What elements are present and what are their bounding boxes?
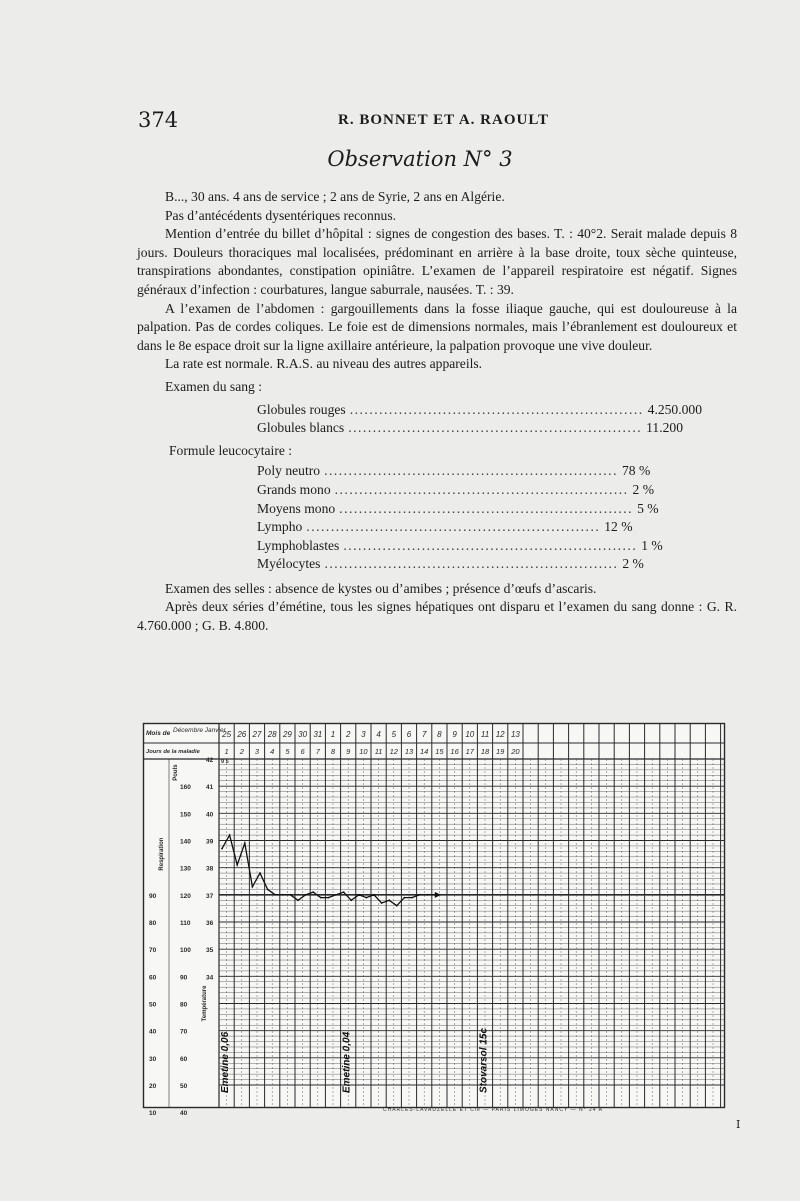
printer-imprint: CHARLES-LAVAUZELLE ET Cie — PARIS LIMOGES NANCY — N° 24 A [383, 1107, 603, 1113]
temperature-point [373, 894, 375, 896]
illness-day-tick: 13 [404, 747, 414, 756]
pulse-tick: 140 [180, 838, 191, 846]
temperature-point [282, 894, 284, 896]
blood-row [257, 401, 703, 420]
illness-day-tick: 12 [389, 747, 398, 756]
blood-exam-label: Examen du sang : [165, 378, 263, 394]
temperature-tick: 35 [206, 947, 214, 955]
leader-dots: ............................................................ [306, 519, 601, 535]
row-value: 4.250.000 [647, 401, 703, 417]
illness-day-tick: 6 [300, 747, 305, 756]
illness-day-tick: 7 [315, 747, 320, 756]
date-tick: 2 [345, 730, 351, 739]
temperature-tick: 40 [206, 811, 214, 819]
temperature-point [343, 891, 345, 893]
blood-row [257, 419, 684, 438]
date-tick: 11 [480, 730, 490, 739]
respiration-tick: 60 [149, 974, 157, 982]
blood-exam-table [257, 401, 703, 438]
row-value: 11.200 [646, 420, 684, 436]
leuco-row [257, 462, 651, 481]
page-number: 374 [138, 108, 179, 132]
paragraph: Mention d’entrée du billet d’hôpital : signes de congestion des bases. T. : 40°2. Serait malade depuis 8 jours. Douleurs thoraciques mal localisées, prédominant en arrière à la base droite, toux sèche quinteuse, transpirations abondantes, constipation opiniâtre. L’examen de l’appareil respiratoire est négatif. Signes généraux d’infection : courbatures, langue saburrale, nausées. T. : 39. [137, 226, 737, 297]
date-tick: 8 [437, 730, 442, 739]
temperature-point [366, 897, 368, 899]
temperature-tick: 38 [206, 865, 214, 873]
respiration-tick: 80 [149, 920, 157, 927]
leader-dots: ............................................................ [324, 463, 618, 479]
row-value: 5 % [637, 500, 659, 516]
paragraph: Après deux séries d’émétine, tous les signes hépatiques ont disparu et l’examen du sang donne : G. R. 4.760.000 ; G. B. 4.800. [137, 599, 737, 634]
temperature-point [274, 894, 276, 896]
temperature-point [426, 894, 428, 896]
month-names: Décembre Janvier [173, 727, 226, 734]
temperature-tick: 41 [206, 784, 214, 792]
respiration-tick: 90 [149, 892, 157, 900]
illness-day-tick: 20 [511, 747, 520, 756]
pulse-tick: 40 [180, 1110, 188, 1118]
illness-day-tick: 19 [496, 747, 505, 756]
illness-day-tick: 3 [254, 747, 260, 756]
temperature-point [252, 886, 254, 888]
respiration-axis-title: Respiration [159, 837, 165, 871]
pulse-tick: 70 [180, 1028, 188, 1036]
temperature-point [388, 899, 390, 901]
pulse-tick: 120 [180, 892, 191, 900]
illness-day-tick: 9 [346, 747, 351, 756]
date-tick: 6 [406, 730, 412, 739]
illness-day-tick: 16 [450, 747, 459, 756]
temperature-tick: 39 [206, 838, 214, 846]
row-label: Globules blancs [257, 420, 345, 436]
date-tick: 5 [391, 730, 397, 739]
pulse-tick: 80 [180, 1001, 188, 1009]
month-label: Mois de [146, 730, 171, 737]
illness-day-tick: 11 [374, 747, 383, 756]
temperature-point [335, 894, 337, 896]
section-title: Observation N° 3 [327, 147, 513, 171]
row-label: Moyens mono [257, 500, 336, 516]
date-tick: 25 [222, 730, 232, 739]
temperature-point [396, 905, 398, 907]
temperature-point [297, 899, 299, 901]
illness-day-tick: 18 [480, 747, 490, 756]
row-value: 2 % [632, 481, 655, 497]
pulse-tick: 160 [180, 784, 191, 792]
illness-day-tick: 2 [239, 747, 244, 756]
leuco-row [257, 537, 663, 556]
temperature-point [358, 894, 360, 896]
temperature-point [229, 834, 231, 836]
temperature-tick: 36 [206, 920, 214, 927]
temperature-tick: 42 [206, 757, 214, 764]
illness-day-tick: 17 [465, 747, 474, 756]
pulse-tick: 130 [180, 865, 191, 873]
pulse-axis-title: Pouls [173, 764, 179, 781]
temperature-tick: 37 [206, 892, 214, 900]
illness-day-tick: 1 [224, 747, 229, 756]
illness-day-tick: 14 [420, 747, 429, 756]
temperature-point [411, 897, 413, 899]
temperature-point [305, 894, 307, 896]
temperature-point [328, 897, 330, 899]
row-label: Grands mono [257, 481, 331, 497]
running-head: R. BONNET ET A. RAOULT [338, 112, 549, 128]
date-tick: 28 [267, 730, 277, 739]
temperature-point [236, 864, 238, 866]
paragraph: Examen des selles : absence de kystes ou d’amibes ; présence d’œufs d’ascaris. [165, 580, 597, 596]
row-label: Lymphoblastes [257, 537, 340, 553]
row-value: 12 % [604, 519, 633, 535]
date-tick: 29 [282, 730, 292, 739]
pulse-tick: 100 [180, 947, 191, 955]
illness-day-tick: 15 [435, 747, 444, 756]
respiration-tick: 20 [149, 1083, 157, 1090]
date-tick: 10 [465, 730, 475, 739]
temperature-point [419, 894, 421, 896]
date-tick: 1 [330, 730, 336, 739]
respiration-tick: 10 [149, 1110, 157, 1118]
temperature-point [259, 872, 261, 874]
row-label: Poly neutro [257, 463, 321, 479]
illness-day-tick: 5 [285, 747, 290, 756]
illness-day-tick: 8 [330, 747, 336, 756]
leuco-row [257, 500, 659, 519]
top-left-mark: 9 5 [221, 759, 229, 765]
paragraph: B..., 30 ans. 4 ans de service ; 2 ans de Syrie, 2 ans en Algérie. [165, 189, 505, 204]
date-tick: 26 [237, 730, 247, 739]
date-tick: 12 [495, 730, 505, 739]
leader-dots: ............................................................ [334, 481, 629, 497]
temperature-point [320, 897, 322, 899]
temperature-point [381, 902, 383, 904]
pulse-tick: 50 [180, 1083, 188, 1090]
respiration-tick: 70 [149, 947, 157, 955]
temperature-point [290, 894, 292, 896]
temperature-tick: 34 [206, 974, 214, 982]
temperature-point [404, 897, 406, 899]
temperature-point [267, 889, 269, 891]
margin-mark: I [736, 1118, 741, 1131]
date-tick: 7 [421, 730, 427, 739]
days-label: Jours de la maladie [146, 749, 200, 755]
date-tick: 4 [376, 730, 381, 739]
leuco-table [257, 462, 663, 574]
temperature-point [221, 848, 223, 850]
pulse-tick: 90 [180, 974, 188, 982]
row-value: 2 % [622, 556, 644, 572]
leuco-row [257, 518, 633, 537]
date-tick: 31 [313, 730, 323, 739]
leuco-row [257, 481, 655, 500]
date-tick: 13 [510, 730, 520, 739]
pulse-tick: 150 [180, 811, 191, 819]
paragraph: A l’examen de l’abdomen : gargouillements dans la fosse iliaque gauche, qui est douloureuse à la palpation. Pas de cordes coliques. Le foie est de dimensions normales, mais l’ébranlement est douloureux et dans le 8e espace droit sur la ligne axillaire antérieure, la palpation provoque une vive douleur. [137, 300, 737, 353]
paragraph: La rate est normale. R.A.S. au niveau des autres appareils. [165, 356, 483, 372]
respiration-tick: 30 [149, 1055, 157, 1063]
row-value: 78 % [621, 463, 651, 479]
temperature-arrow [435, 892, 441, 898]
pulse-tick: 60 [180, 1055, 188, 1063]
temperature-point [350, 899, 352, 901]
treatment-label: Emetine 0,06 [220, 1031, 231, 1093]
temperature-axis-title: Température [202, 985, 208, 1022]
respiration-tick: 40 [149, 1028, 157, 1036]
treatment-label: Stovarsol 15c [478, 1027, 490, 1093]
temperature-point [244, 842, 246, 844]
observation-text [137, 188, 737, 636]
row-label: Lympho [257, 519, 303, 535]
date-tick: 27 [252, 730, 262, 739]
leuco-row [257, 555, 644, 574]
row-label: Myélocytes [257, 556, 321, 572]
temperature-point [312, 891, 314, 893]
leader-dots: ............................................................ [343, 537, 638, 553]
row-label: Globules rouges [257, 401, 346, 417]
row-value: 1 % [641, 537, 663, 553]
leader-dots: ............................................................ [349, 401, 644, 417]
date-tick: 9 [452, 730, 457, 739]
illness-day-tick: 10 [359, 747, 368, 756]
leader-dots: ............................................................ [348, 420, 643, 436]
date-tick: 30 [298, 730, 308, 739]
leader-dots: ............................................................ [339, 500, 634, 516]
leader-dots: ............................................................ [324, 556, 619, 572]
paragraph: Pas d’antécédents dysentériques reconnus. [165, 207, 397, 223]
treatment-label: Emetine 0,04 [341, 1031, 353, 1093]
date-tick: 3 [361, 730, 366, 739]
page-header [138, 108, 618, 132]
illness-day-tick: 4 [270, 747, 275, 756]
leuco-label: Formule leucocytaire : [169, 442, 293, 458]
pulse-tick: 110 [180, 920, 191, 927]
respiration-tick: 50 [149, 1001, 157, 1009]
